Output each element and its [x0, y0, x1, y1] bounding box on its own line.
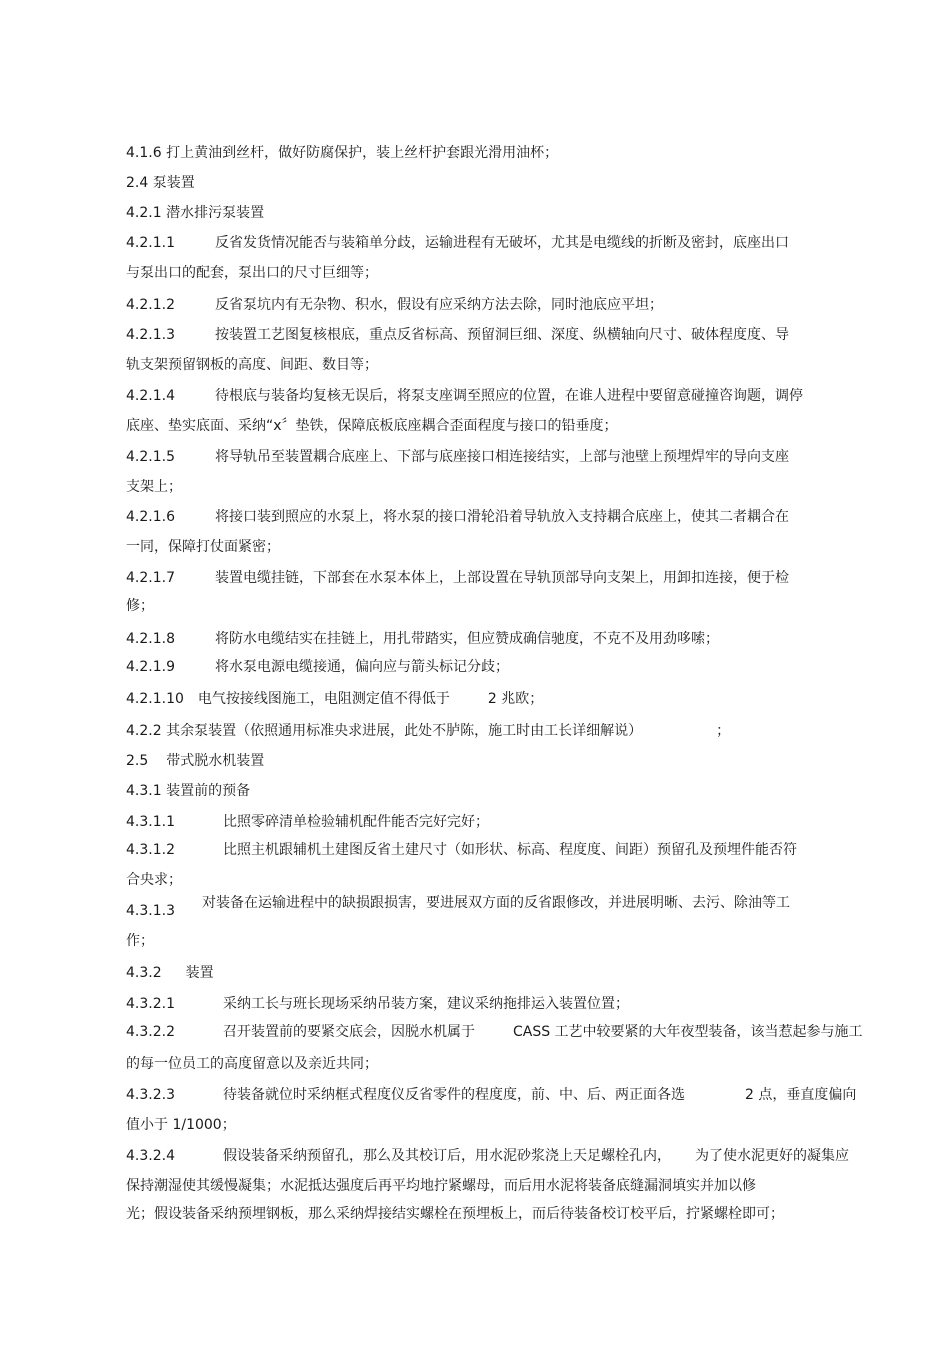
text-line: 保持潮湿使其缓慢凝集；水泥抵达强度后再平均地拧紧螺母，而后用水泥将装备底缝漏洞填实并加以修	[126, 1178, 756, 1194]
subsection-heading: 4.3.1 装置前的预备	[126, 783, 251, 799]
text-line	[126, 569, 789, 587]
section-heading: 2.4 泵装置	[126, 175, 195, 191]
item-text: 反省泵坑内有无杂物、积水，假设有应采纳方法去除，同时池底应平坦；	[214, 297, 663, 313]
item-text: 召开装置前的要紧交底会，因脱水机属于	[222, 1024, 475, 1040]
subsection-heading: 4.2.1 潜水排污泵装置	[126, 205, 265, 221]
item-text: 按装置工艺图复核根底，重点反省标高、预留洞巨细、深度、纵横轴向尺寸、破体程度度、导	[214, 327, 789, 343]
text-line	[126, 1086, 856, 1104]
item-number: 4.2.1.6	[126, 509, 175, 525]
text-line	[126, 326, 789, 344]
item-text-cont: CASS 工艺中较要紧的大年夜型装备，该当惹起参与施工	[512, 1024, 863, 1040]
item-value: 2 兆欧；	[487, 691, 544, 707]
text-line	[126, 841, 797, 859]
item-text: 假设装备采纳预留孔，那么及其校订后，用水泥砂浆浇上天足螺栓孔内，	[222, 1148, 671, 1164]
item-text: 将导轨吊至装置耦合底座上、下部与底座接口相连接结实，上部与池壁上预埋焊牢的导向支座	[214, 449, 789, 465]
subsection-heading	[126, 964, 214, 982]
section-title: 带式脱水机装置	[166, 753, 265, 769]
item-text: 待根底与装备均复核无误后，将泵支座调至照应的位置，在谁人进程中要留意碰撞咨询题，调停	[214, 388, 803, 404]
section-number: 2.5	[126, 753, 149, 769]
text-line	[126, 630, 719, 648]
text-line: 轨支架预留钢板的高度、间距、数目等；	[126, 357, 378, 373]
section-number: 4.3.2	[126, 965, 162, 981]
text-line: 合央求；	[126, 872, 182, 888]
text-line: 修；	[126, 598, 154, 614]
text-line: 一同，保障打仗面紧密；	[126, 539, 280, 555]
text-line: 的每一位员工的高度留意以及亲近共同；	[126, 1056, 378, 1072]
text-line: 与泵出口的配套，泵出口的尺寸巨细等；	[126, 265, 378, 281]
text-line	[126, 448, 789, 466]
item-number: 4.3.1.2	[126, 842, 175, 858]
text-line	[126, 234, 789, 252]
item-number: 4.2.1.2	[126, 297, 175, 313]
item-number: 4.2.1.3	[126, 327, 175, 343]
section-title: 装置	[185, 965, 214, 981]
item-number: 4.2.1.8	[126, 631, 175, 647]
item-number: 4.2.1.1	[126, 235, 175, 251]
text-line	[126, 722, 730, 740]
text-line	[126, 690, 543, 708]
item-number: 4.3.1.3	[126, 903, 175, 919]
item-number: 4.3.2.4	[126, 1148, 175, 1164]
text-line: 4.1.6 打上黄油到丝杆，做好防腐保护，装上丝杆护套跟光滑用油杯；	[126, 145, 559, 161]
item-text: 电气按接线图施工，电阻测定值不得低于	[197, 691, 450, 707]
item-text-cont: 为了使水泥更好的凝集应	[694, 1148, 849, 1164]
text-line: 作；	[126, 933, 154, 949]
item-number: 4.2.1.4	[126, 388, 175, 404]
item-number: 4.2.1.9	[126, 659, 175, 675]
text-line	[126, 813, 489, 831]
item-text: 4.2.2 其余泵装置（依照通用标准央求进展，此处不胪陈，施工时由工长详细解说）	[126, 723, 643, 739]
text-line	[126, 995, 629, 1013]
text-line	[126, 508, 789, 526]
item-text-cont: 2 点，垂直度偏向	[744, 1087, 857, 1103]
item-text: 反省发货情况能否与装箱单分歧，运输进程有无破坏，尤其是电缆线的折断及密封，底座出口	[214, 235, 789, 251]
item-number: 4.2.1.7	[126, 570, 175, 586]
text-line: 对装备在运输进程中的缺损跟损害，要进展双方面的反省跟修改，并进展明晰、去污、除油等工	[202, 895, 790, 911]
text-line	[126, 658, 509, 676]
text-line	[126, 387, 803, 405]
text-line: 值小于 1/1000；	[126, 1117, 236, 1133]
item-number: 4.3.2.1	[126, 996, 175, 1012]
item-number: 4.3.2.2	[126, 1024, 175, 1040]
item-text: 将防水电缆结实在挂链上，用扎带踏实，但应赞成确信驰度，不克不及用劲哆嗦；	[214, 631, 719, 647]
item-text: 将接口装到照应的水泵上，将水泵的接口滑轮沿着导轨放入支持耦合底座上，使其二者耦合在	[214, 509, 789, 525]
item-number: 4.3.2.3	[126, 1087, 175, 1103]
item-text: 装置电缆挂链，下部套在水泵本体上，上部设置在导轨顶部导向支架上，用卸扣连接，便于检	[214, 570, 789, 586]
text-line: 光；假设装备采纳预埋钢板，那么采纳焊接结实螺栓在预埋板上，而后待装备校订校平后，拧紧螺栓即可；	[126, 1206, 784, 1222]
item-text: 比照主机跟辅机土建图反省土建尺寸（如形状、标高、程度度、间距）预留孔及预埋件能否符	[222, 842, 797, 858]
item-text: 将水泵电源电缆接通，偏向应与箭头标记分歧；	[214, 659, 509, 675]
item-punct: ；	[716, 723, 731, 739]
section-heading	[126, 752, 264, 770]
item-number: 4.2.1.10	[126, 691, 184, 707]
item-number: 4.3.1.1	[126, 814, 175, 830]
text-line	[126, 1023, 863, 1041]
text-line	[126, 296, 663, 314]
text-line: 底座、垫实底面、采纳“x〞垫铁，保障底板底座耦合歪面程度与接口的铅垂度；	[126, 418, 618, 434]
text-line: 支架上；	[126, 479, 182, 495]
item-text: 采纳工长与班长现场采纳吊装方案，建议采纳拖排运入装置位置；	[222, 996, 629, 1012]
item-text: 待装备就位时采纳框式程度仪反省零件的程度度，前、中、后、两正面各选	[222, 1087, 685, 1103]
item-text: 比照零碎清单检验辅机配件能否完好完好；	[222, 814, 489, 830]
text-line	[126, 1147, 849, 1165]
item-number: 4.2.1.5	[126, 449, 175, 465]
